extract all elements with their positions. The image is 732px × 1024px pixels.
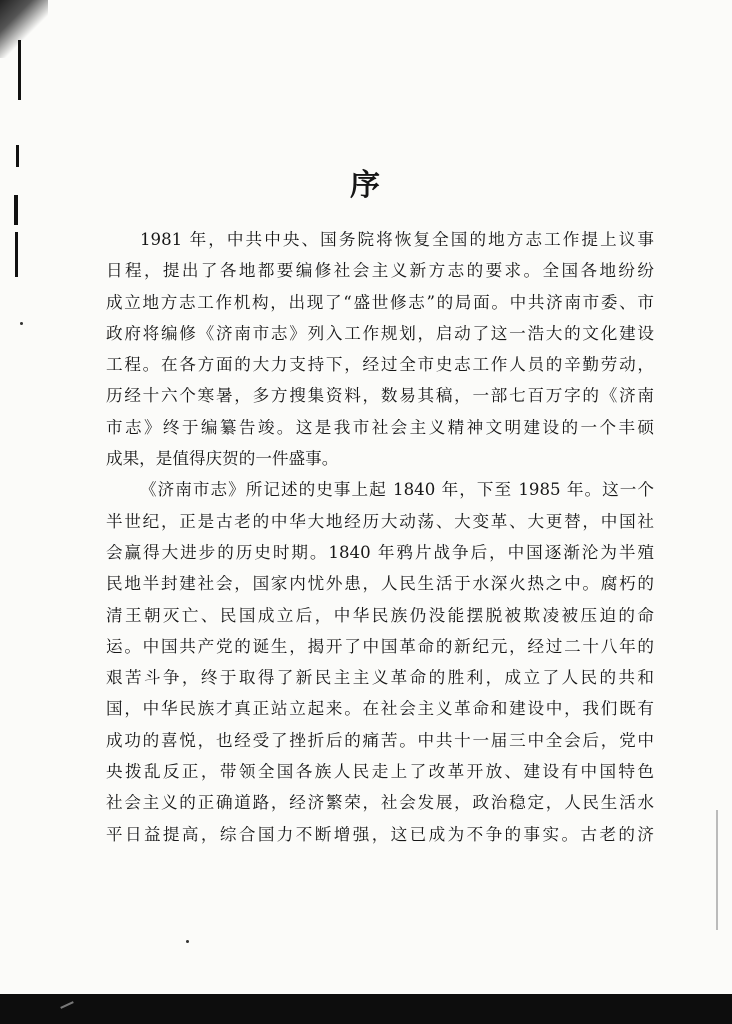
text-line: 半世纪，正是古老的中华大地经历大动荡、大变革、大更替，中国社 xyxy=(106,511,654,531)
text-line: 历经十六个寒暑，多方搜集资料，数易其稿，一部七百万字的《济南 xyxy=(106,386,654,406)
text-line: 日程，提出了各地都要编修社会主义新方志的要求。全国各地纷纷 xyxy=(106,261,654,281)
text-line: 运。中国共产党的诞生，揭开了中国革命的新纪元，经过二十八年的 xyxy=(106,636,654,656)
text-line: 《济南市志》所记述的史事上起 1840 年，下至 1985 年。这一个 xyxy=(140,480,654,500)
corner-stamp-mark xyxy=(0,0,48,58)
page-edge xyxy=(716,810,718,930)
text-line: 会赢得大进步的历史时期。1840 年鸦片战争后，中国逐渐沦为半殖 xyxy=(106,542,654,562)
page-title: 序 xyxy=(350,168,382,204)
text-line: 成功的喜悦，也经受了挫折后的痛苦。中共十一届三中全会后，党中 xyxy=(106,730,654,750)
text-line: 民地半封建社会，国家内忧外患，人民生活于水深火热之中。腐朽的 xyxy=(106,574,654,594)
text-line: 平日益提高，综合国力不断增强，这已成为不争的事实。古老的济 xyxy=(106,824,654,844)
text-line: 清王朝灭亡、民国成立后，中华民族仍没能摆脱被欺凌被压迫的命 xyxy=(106,605,654,625)
text-line: 成果，是值得庆贺的一件盛事。 xyxy=(106,449,339,469)
text-line: 社会主义的正确道路，经济繁荣，社会发展，政治稳定，人民生活水 xyxy=(106,793,654,813)
text-line: 央拨乱反正，带领全国各族人民走上了改革开放、建设有中国特色 xyxy=(106,762,654,782)
binding-mark xyxy=(18,40,21,100)
text-line: 1981 年，中共中央、国务院将恢复全国的地方志工作提上议事 xyxy=(140,230,654,249)
scan-speck xyxy=(20,322,23,325)
preface-body xyxy=(106,224,654,850)
text-line: 工程。在各方面的大力支持下，经过全市史志工作人员的辛勤劳动， xyxy=(106,355,654,375)
binding-mark xyxy=(15,232,18,277)
text-line: 艰苦斗争，终于取得了新民主主义革命的胜利，成立了人民的共和 xyxy=(106,668,654,688)
text-line: 政府将编修《济南市志》列入工作规划，启动了这一浩大的文化建设 xyxy=(106,323,654,343)
scan-bottom-border xyxy=(0,994,732,1024)
text-line: 国，中华民族才真正站立起来。在社会主义革命和建设中，我们既有 xyxy=(106,699,654,719)
scan-speck xyxy=(186,940,189,943)
text-line: 成立地方志工作机构，出现了“盛世修志”的局面。中共济南市委、市 xyxy=(106,292,654,312)
text-line: 市志》终于编纂告竣。这是我市社会主义精神文明建设的一个丰硕 xyxy=(106,417,654,437)
